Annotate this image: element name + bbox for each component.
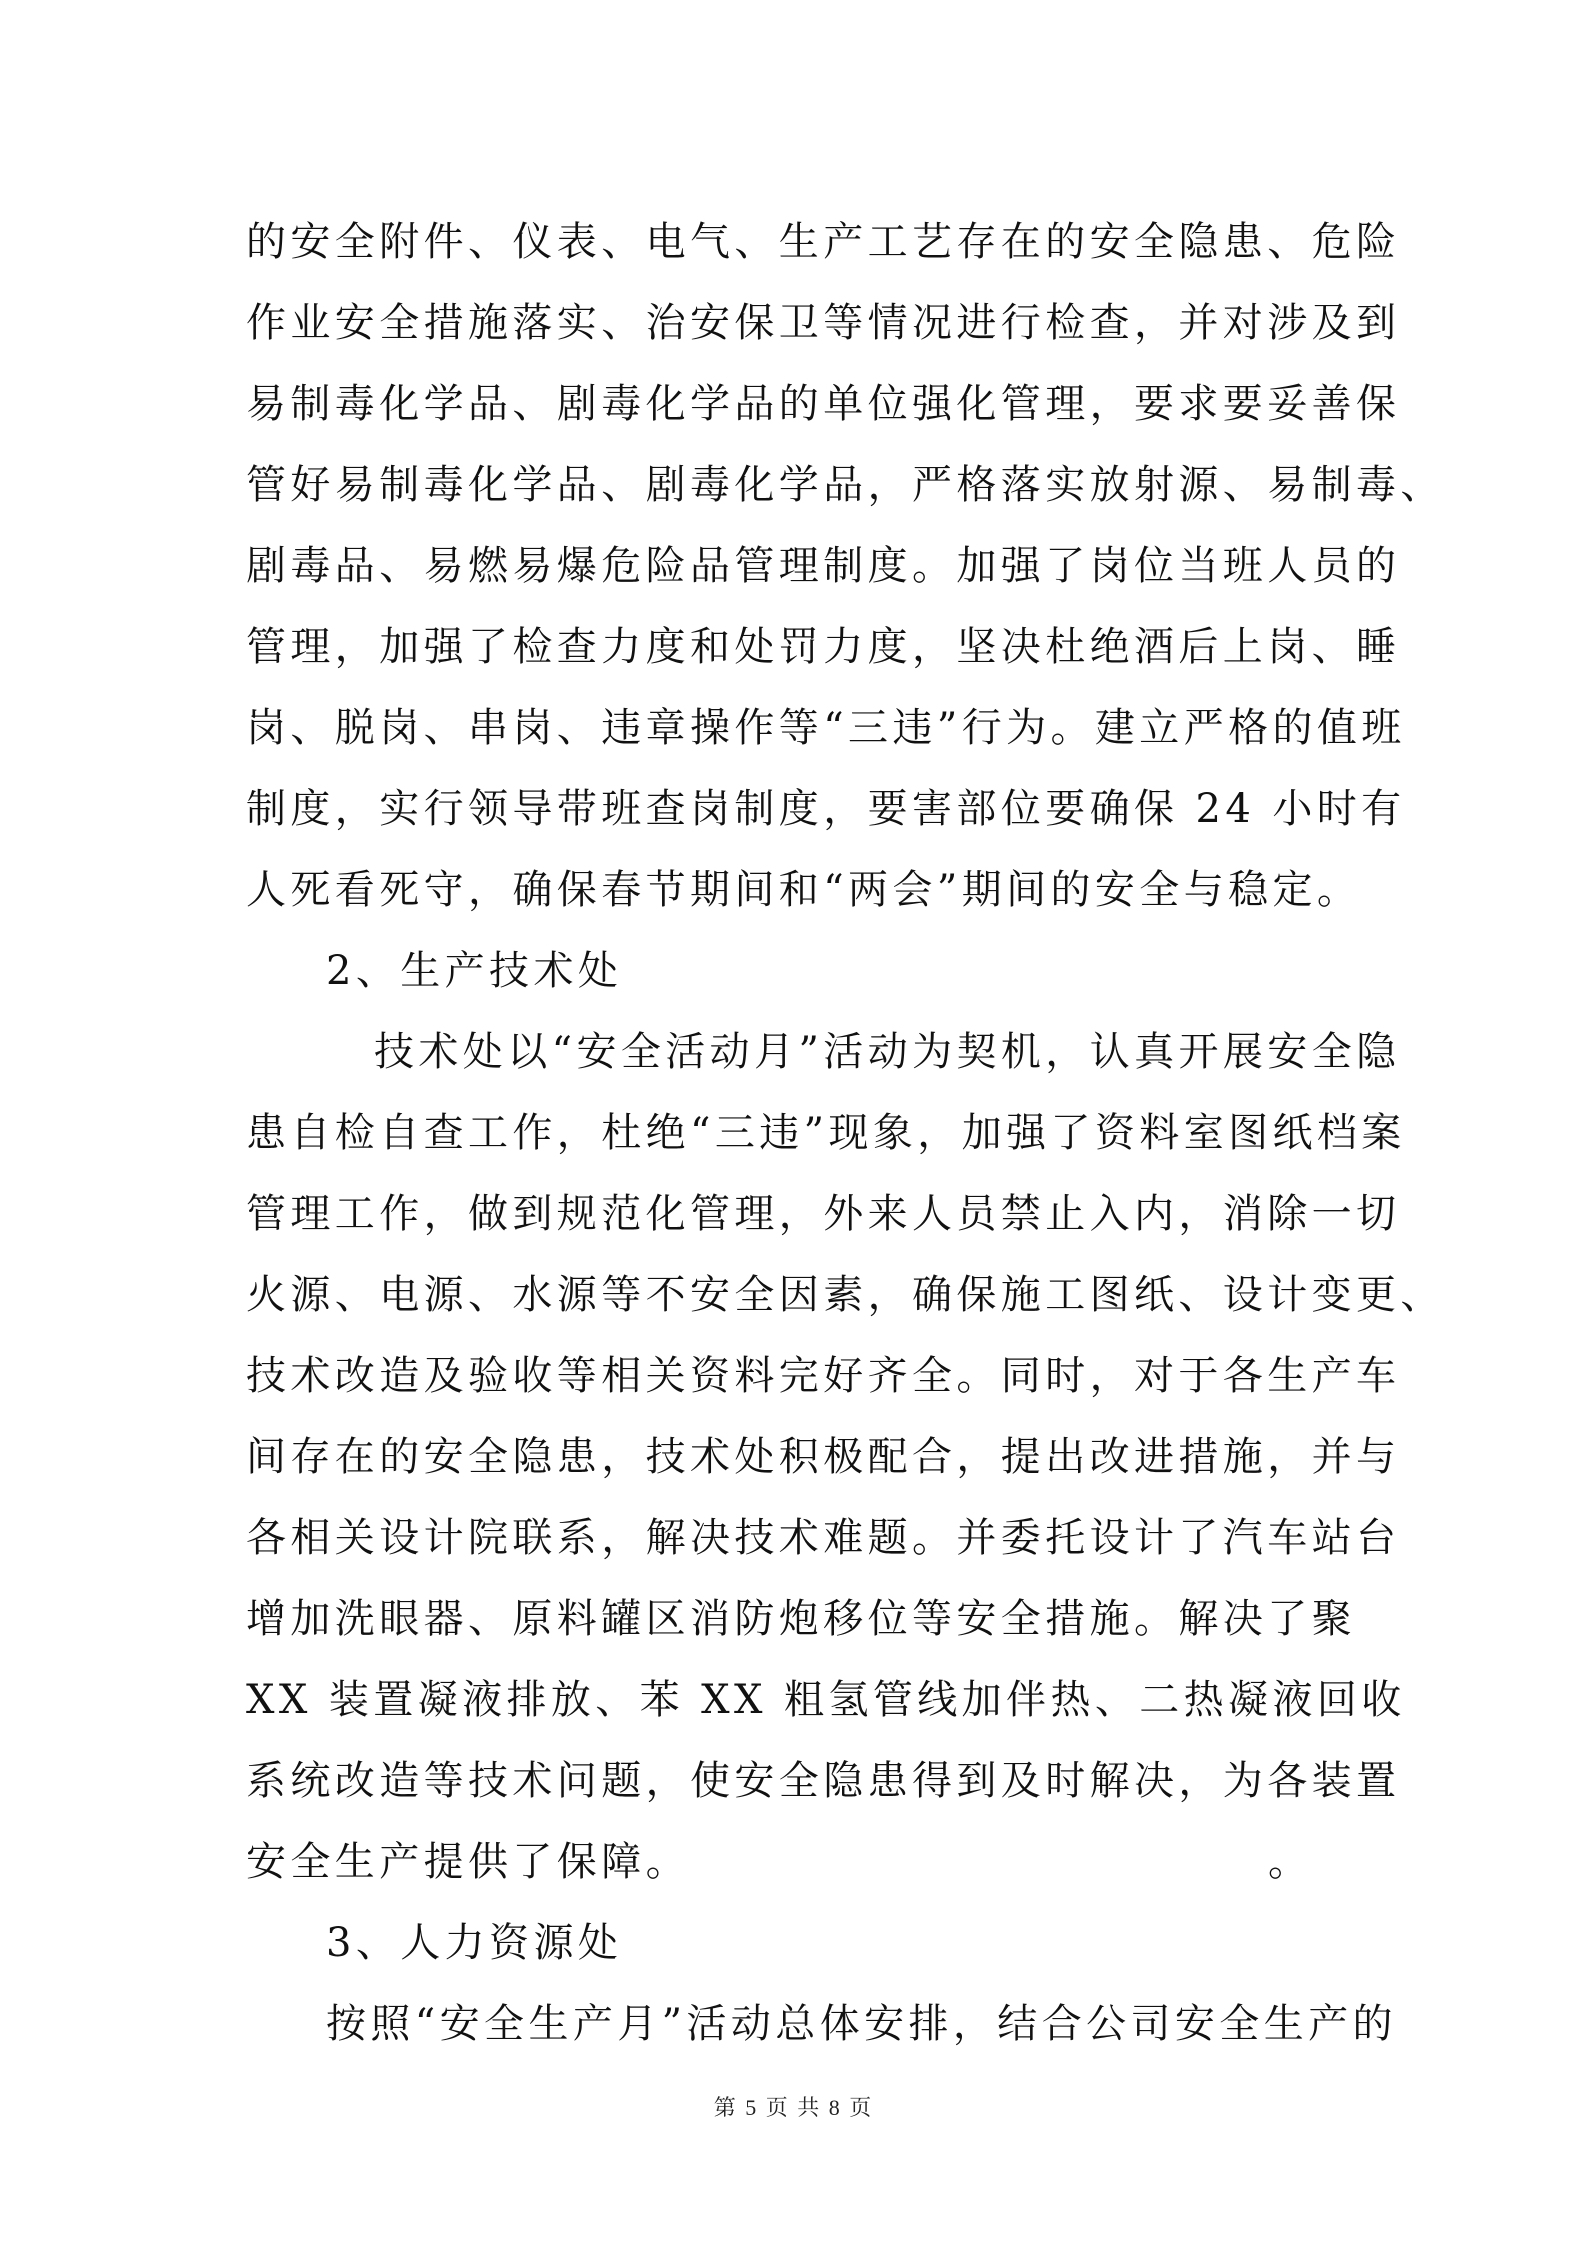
text-line: 增加洗眼器、原料罐区消防炮移位等安全措施。解决了聚: [246, 1596, 1356, 1642]
paragraph-first-line: 按照“安全生产月”活动总体安排，结合公司安全生产的: [326, 2001, 1397, 2047]
text-line: 系统改造等技术问题，使安全隐患得到及时解决，为各装置: [246, 1758, 1401, 1804]
text-line: 安全生产提供了保障。: [246, 1839, 690, 1885]
text-line: 管好易制毒化学品、剧毒化学品，严格落实放射源、易制毒、: [246, 462, 1445, 508]
text-line: 作业安全措施落实、治安保卫等情况进行检查，并对涉及到: [246, 300, 1401, 346]
text-line: 人死看死守，确保春节期间和“两会”期间的安全与稳定。: [246, 867, 1362, 913]
text-line: 岗、脱岗、串岗、违章操作等“三违”行为。建立严格的值班: [246, 705, 1406, 751]
text-line: 的安全附件、仪表、电气、生产工艺存在的安全隐患、危险: [246, 219, 1401, 265]
paragraph-first-line: 技术处以“安全活动月”活动为契机，认真开展安全隐: [374, 1029, 1401, 1075]
page-footer: 第 5 页 共 8 页: [713, 2095, 874, 2120]
stray-period-mark: 。: [1268, 1839, 1308, 1885]
text-line: 易制毒化学品、剧毒化学品的单位强化管理，要求要妥善保: [246, 381, 1401, 427]
section-heading: 3、人力资源处: [326, 1920, 623, 1966]
text-line: 制度，实行领导带班查岗制度，要害部位要确保 24 小时有: [246, 786, 1406, 832]
text-line: 技术改造及验收等相关资料完好齐全。同时，对于各生产车: [246, 1353, 1401, 1399]
text-line: 患自检自查工作，杜绝“三违”现象，加强了资料室图纸档案: [246, 1110, 1406, 1156]
text-line: 管理工作，做到规范化管理，外来人员禁止入内，消除一切: [246, 1191, 1401, 1237]
text-line: 剧毒品、易燃易爆危险品管理制度。加强了岗位当班人员的: [246, 543, 1401, 589]
text-line: XX 装置凝液排放、苯 XX 粗氢管线加伴热、二热凝液回收: [246, 1677, 1406, 1723]
section-heading: 2、生产技术处: [326, 948, 623, 994]
text-line: 火源、电源、水源等不安全因素，确保施工图纸、设计变更、: [246, 1272, 1445, 1318]
text-line: 间存在的安全隐患，技术处积极配合，提出改进措施，并与: [246, 1434, 1401, 1480]
body-text: [246, 202, 1445, 2065]
text-line: 各相关设计院联系，解决技术难题。并委托设计了汽车站台: [246, 1515, 1401, 1561]
text-line: 管理，加强了检查力度和处罚力度，坚决杜绝酒后上岗、睡: [246, 624, 1401, 670]
